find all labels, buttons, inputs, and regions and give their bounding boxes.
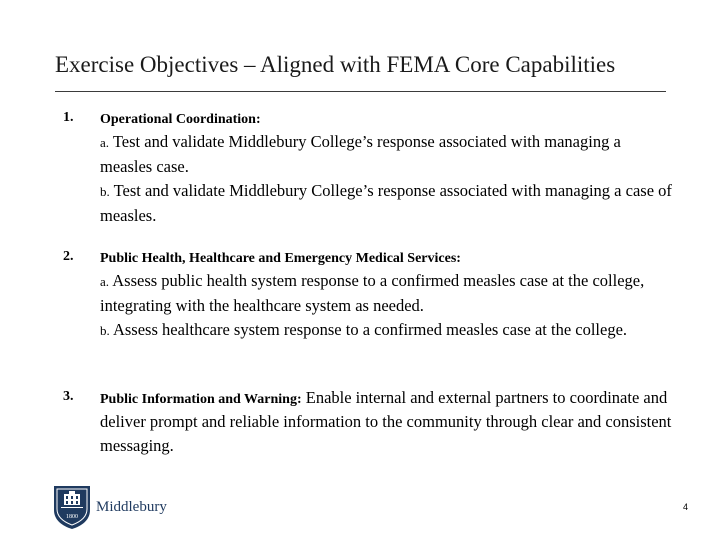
objective-number: 3. — [63, 389, 74, 404]
sub-text: Assess public health system response to a confirmed measles case at the college, integrating with the healthcare system as needed. — [100, 271, 645, 315]
objective-text: Enable internal and external partners to coordinate and deliver prompt and reliable information to the community through clear and consistent messaging. — [100, 388, 672, 455]
objective-heading: Public Health, Healthcare and Emergency Medical Services: — [100, 251, 461, 266]
objective-heading: Public Information and Warning: — [100, 392, 302, 407]
objective-sub-b — [100, 179, 675, 228]
logo-wordmark: Middlebury — [96, 499, 167, 515]
middlebury-shield-icon — [52, 484, 92, 530]
objective-number: 2. — [63, 249, 74, 264]
objective-heading: Operational Coordination: — [100, 112, 261, 127]
slide-title: Exercise Objectives – Aligned with FEMA Core Capabilities — [55, 52, 616, 77]
objective-number: 1. — [63, 110, 74, 125]
page-number: 4 — [682, 502, 688, 512]
seal-year: 1800 — [66, 514, 78, 520]
sub-letter: b. — [100, 323, 110, 338]
objective-sub-b — [100, 318, 675, 343]
objective-sub-a — [100, 269, 675, 318]
sub-letter: a. — [100, 274, 110, 289]
sub-letter: a. — [100, 135, 110, 150]
sub-letter: b. — [100, 184, 110, 199]
title-divider — [55, 91, 666, 92]
objective-sub-a — [100, 130, 675, 179]
sub-text: Assess healthcare system response to a confirmed measles case at the college. — [112, 320, 628, 339]
sub-text: Test and validate Middlebury College’s response associated with managing a measles case. — [100, 132, 621, 176]
sub-text: Test and validate Middlebury College’s response associated with managing a case of measles. — [100, 181, 672, 225]
